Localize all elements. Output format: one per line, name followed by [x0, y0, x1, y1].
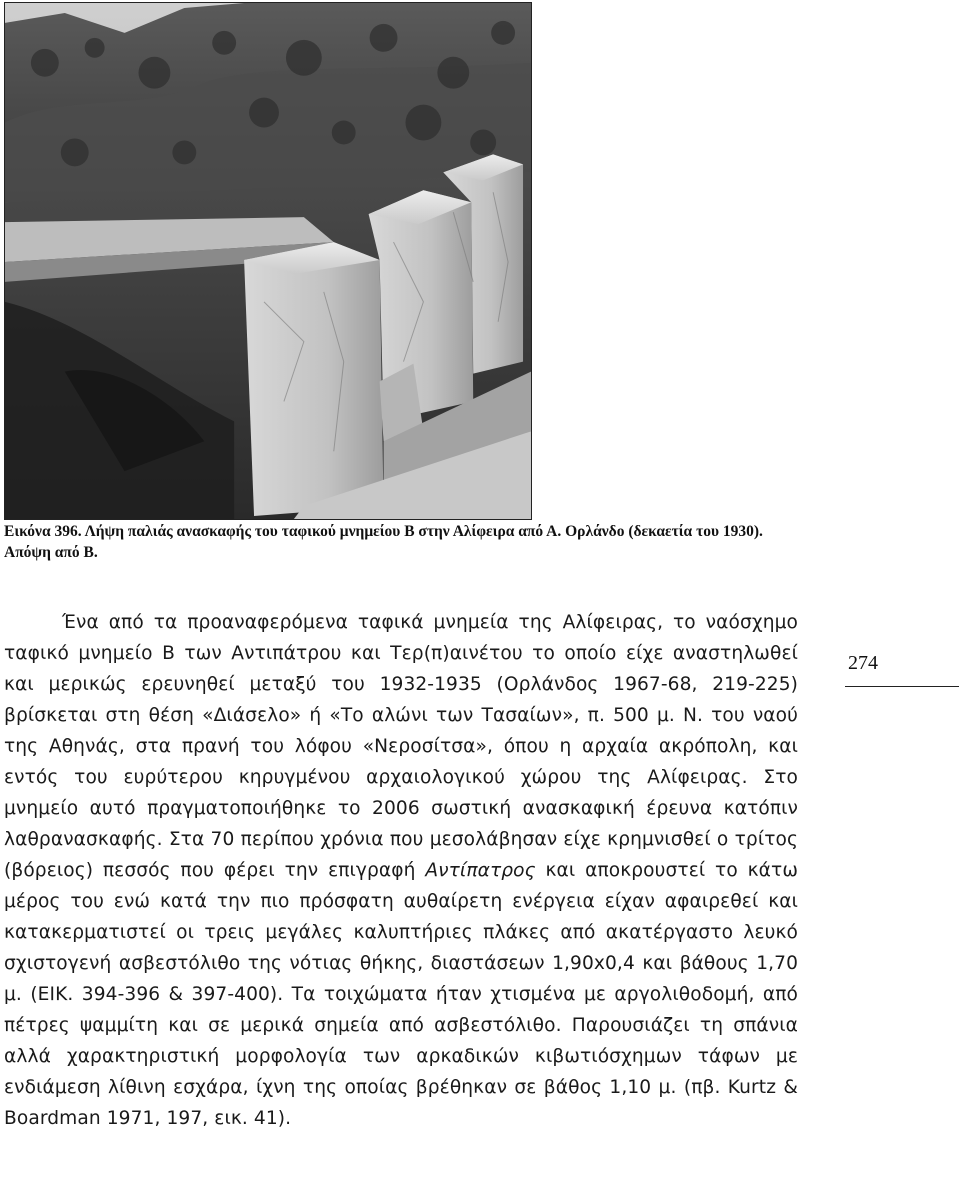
page-number-rule	[845, 686, 959, 687]
body-text-part1: Ένα από τα προαναφερόμενα ταφικά μνημεία της Αλίφειρας, το ναόσχημο ταφικό μνημείο Β των Αντιπάτρου και Τερ(π)αινέτου το οποίο είχε αναστηλωθεί και μερικώς ερευνηθεί μεταξύ του 1932-1935 (Ορλάνδος 1967-68, 219-225) βρίσκεται στη θέση «Διάσελο» ή «Το αλώνι των Τασαίων», π. 500 μ. Ν. του ναού της Αθηνάς, στα πρανή του λόφου «Νεροσίτσα», όπου η αρχαία ακρόπολη, και εντός του ευρύτερου κηρυγμένου αρχαιολογικού χώρου της Αλίφειρας. Στο μνημείο αυτό πραγματοποιήθηκε το 2006 σωστική ανασκαφική έρευνα κατόπιν λαθρανασκαφής. Στα 70 περίπου χρόνια που μεσολάβησαν είχε κρημνισθεί ο τρίτος (βόρειος) πεσσός που φέρει την επιγραφή	[4, 612, 798, 881]
page-number: 274	[848, 652, 878, 674]
body-paragraph	[4, 607, 798, 1134]
photo-illustration	[5, 3, 531, 519]
inscription-text: Αντίπατρος	[425, 860, 536, 881]
figure-caption: Εικόνα 396. Λήψη παλιάς ανασκαφής του ταφικού μνημείου Β στην Αλίφειρα από Α. Ορλάνδο (δεκαετία του 1930). Απόψη από Β.	[4, 523, 763, 561]
excavation-photograph	[4, 2, 532, 520]
body-text-part2: και αποκρουστεί το κάτω μέρος του ενώ κατά την πιο πρόσφατη αυθαίρετη ενέργεια είχαν αφαιρεθεί και κατακερματιστεί οι τρεις μεγάλες καλυπτήριες πλάκες από ακατέργαστο λευκό σχιστογενή ασβεστόλιθο της νότιας θήκης, διαστάσεων 1,90x0,4 και βάθους 1,70 μ. (ΕΙΚ. 394-396 & 397-400). Τα τοιχώματα ήταν χτισμένα με αργολιθοδομή, από πέτρες ψαμμίτη και σε μερικά σημεία από ασβεστόλιθο. Παρουσιάζει τη σπάνια αλλά χαρακτηριστική μορφολογία των αρκαδικών κιβωτιόσχημων τάφων με ενδιάμεση λίθινη εσχάρα, ίχνη της οποίας βρέθηκαν σε βάθος 1,10 μ. (πβ. Kurtz & Boardman 1971, 197, εικ. 41).	[4, 860, 798, 1129]
